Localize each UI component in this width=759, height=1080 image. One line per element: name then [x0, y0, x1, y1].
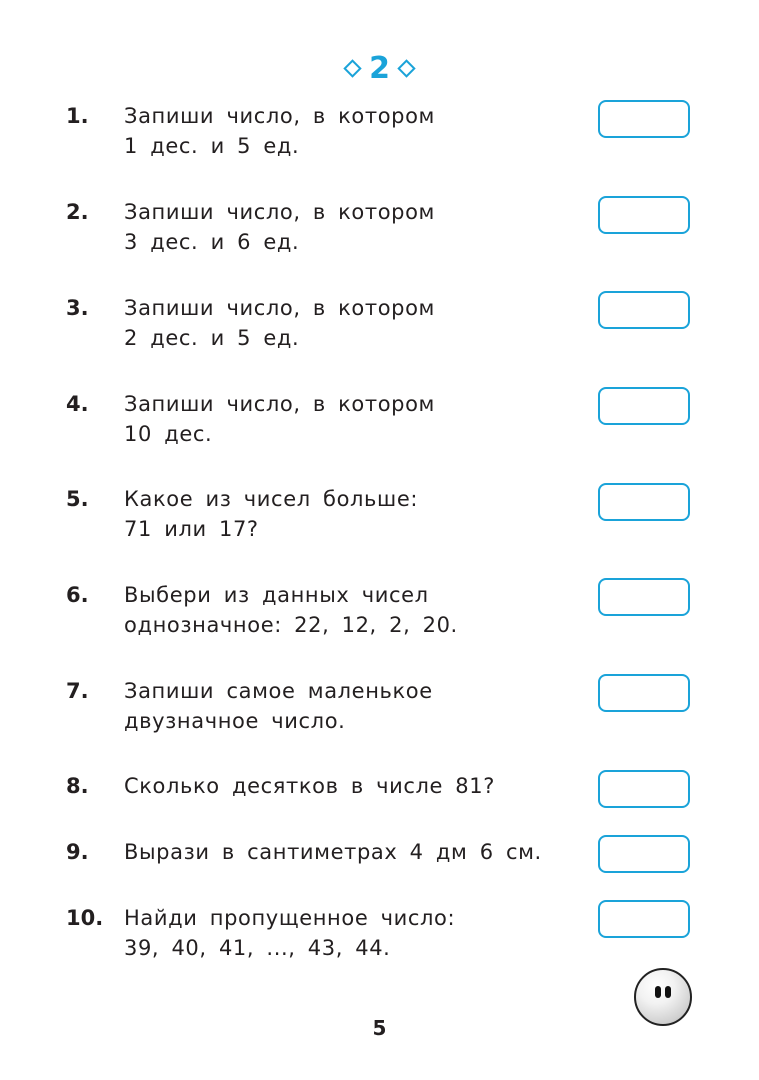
task-line: 2 дес. и 5 ед. [124, 326, 300, 350]
task-number: 10. [66, 906, 104, 930]
variant-header [0, 48, 759, 88]
task-text [124, 676, 574, 736]
task-line: Запиши число, в котором [124, 392, 435, 416]
task-line: Выбери из данных чисел [124, 583, 429, 607]
task-line: двузначное число. [124, 709, 346, 733]
task-number: 3. [66, 296, 89, 320]
smiley-eye-left [655, 986, 661, 998]
answer-box-2[interactable] [598, 196, 690, 234]
task-line: Запиши число, в котором [124, 296, 435, 320]
task-line: Какое из чисел больше: [124, 487, 419, 511]
task-number: 2. [66, 200, 89, 224]
task-text [124, 101, 574, 161]
task-line: 3 дес. и 6 ед. [124, 230, 300, 254]
task-line: 71 или 17? [124, 517, 259, 541]
task-text [124, 293, 574, 353]
task-line: 39, 40, 41, ..., 43, 44. [124, 936, 391, 960]
task-text [124, 197, 574, 257]
task-line: 1 дес. и 5 ед. [124, 134, 300, 158]
task-number: 8. [66, 774, 89, 798]
task-number: 5. [66, 487, 89, 511]
page-number: 5 [372, 1016, 387, 1040]
task-text [124, 389, 574, 449]
task-text [124, 837, 574, 867]
diamond-left-icon [343, 59, 361, 77]
task-number: 1. [66, 104, 89, 128]
task-line: Запиши самое маленькое [124, 679, 433, 703]
task-text [124, 580, 574, 640]
task-text [124, 484, 574, 544]
task-line: однозначное: 22, 12, 2, 20. [124, 613, 458, 637]
answer-box-7[interactable] [598, 674, 690, 712]
task-number: 9. [66, 840, 89, 864]
task-text [124, 771, 574, 801]
task-number: 4. [66, 392, 89, 416]
answer-box-8[interactable] [598, 770, 690, 808]
answer-box-3[interactable] [598, 291, 690, 329]
answer-box-1[interactable] [598, 100, 690, 138]
task-line: Запиши число, в котором [124, 200, 435, 224]
task-line: 10 дес. [124, 422, 213, 446]
task-number: 7. [66, 679, 89, 703]
answer-box-9[interactable] [598, 835, 690, 873]
task-line: Сколько десятков в числе 81? [124, 774, 495, 798]
smiley-eye-right [665, 986, 671, 998]
task-text [124, 903, 574, 963]
task-line: Найди пропущенное число: [124, 906, 456, 930]
task-number: 6. [66, 583, 89, 607]
answer-box-10[interactable] [598, 900, 690, 938]
answer-box-5[interactable] [598, 483, 690, 521]
answer-box-4[interactable] [598, 387, 690, 425]
task-line: Запиши число, в котором [124, 104, 435, 128]
variant-number: 2 [369, 50, 390, 86]
diamond-right-icon [397, 59, 415, 77]
task-line: Вырази в сантиметрах 4 дм 6 см. [124, 840, 542, 864]
answer-box-6[interactable] [598, 578, 690, 616]
